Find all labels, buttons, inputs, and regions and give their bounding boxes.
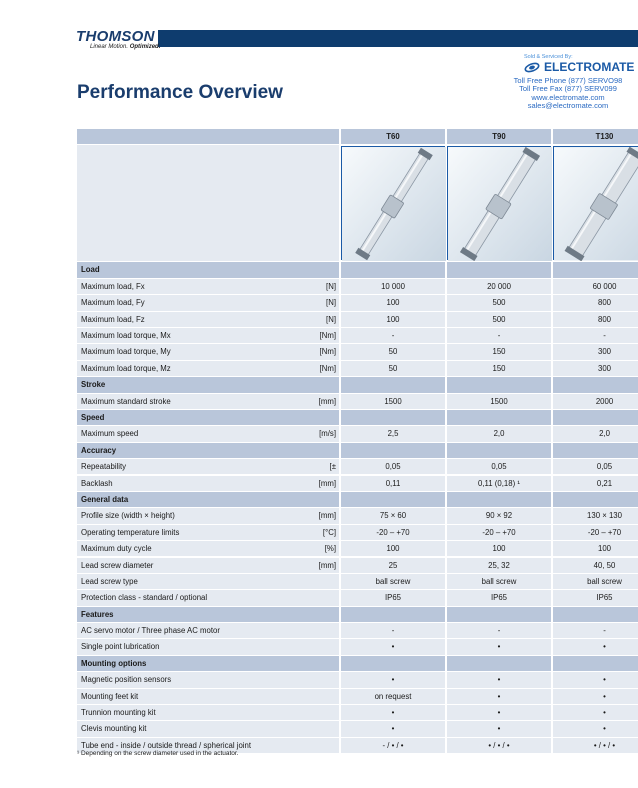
section-value-blank — [553, 377, 638, 392]
section-value-blank — [341, 443, 445, 458]
dealer-name: ELECTROMATE — [544, 60, 635, 74]
section-header-features — [77, 607, 638, 622]
row-unit: [N] — [263, 295, 339, 310]
row-label: Maximum load, Fx — [77, 279, 263, 294]
section-unit-blank — [263, 377, 339, 392]
row-unit — [263, 705, 339, 720]
row-label: Maximum load torque, Mx — [77, 328, 263, 343]
row-value-t90: IP65 — [447, 590, 551, 605]
row-unit — [263, 623, 339, 638]
toll-free-phone: Toll Free Phone (877) SERVO98 — [513, 76, 623, 85]
header-blank-cell — [77, 129, 263, 144]
table-row — [77, 639, 638, 654]
row-unit — [263, 639, 339, 654]
row-unit: [mm] — [263, 558, 339, 573]
row-value-t90: 500 — [447, 295, 551, 310]
table-row — [77, 672, 638, 687]
row-label: Lead screw diameter — [77, 558, 263, 573]
row-value-t130: • — [553, 721, 638, 736]
row-value-t130: 2000 — [553, 394, 638, 409]
footnote: ¹ Depending on the screw diameter used in the actuator. — [77, 750, 239, 757]
table-row — [77, 689, 638, 704]
section-value-blank — [447, 607, 551, 622]
section-unit-blank — [263, 410, 339, 425]
row-unit: [Nm] — [263, 361, 339, 376]
section-header-mounting-options — [77, 656, 638, 671]
row-value-t60: 100 — [341, 541, 445, 556]
row-value-t60: - / • / • — [341, 738, 445, 753]
section-value-blank — [341, 377, 445, 392]
table-row — [77, 295, 638, 310]
product-header-t130: T130 — [553, 129, 638, 144]
table-row — [77, 558, 638, 573]
row-unit: [mm] — [263, 394, 339, 409]
row-value-t60: • — [341, 705, 445, 720]
product-header-t90: T90 — [447, 129, 551, 144]
row-value-t90: • — [447, 639, 551, 654]
linear-actuator-icon — [554, 147, 638, 261]
row-value-t60: • — [341, 639, 445, 654]
row-label: Profile size (width × height) — [77, 508, 263, 523]
section-header-stroke — [77, 377, 638, 392]
section-header-accuracy — [77, 443, 638, 458]
row-unit — [263, 738, 339, 753]
row-value-t90: • — [447, 672, 551, 687]
row-label: Operating temperature limits — [77, 525, 263, 540]
section-value-blank — [553, 607, 638, 622]
row-value-t60: 10 000 — [341, 279, 445, 294]
row-value-t90: 25, 32 — [447, 558, 551, 573]
row-label: Maximum duty cycle — [77, 541, 263, 556]
row-value-t90: • — [447, 705, 551, 720]
section-value-blank — [447, 262, 551, 277]
table-header-row — [77, 129, 638, 144]
row-value-t60: - — [341, 623, 445, 638]
row-value-t130: IP65 — [553, 590, 638, 605]
table-row — [77, 705, 638, 720]
row-unit — [263, 590, 339, 605]
section-unit-blank — [263, 607, 339, 622]
row-label: Backlash — [77, 476, 263, 491]
section-header-general-data — [77, 492, 638, 507]
row-value-t130: 60 000 — [553, 279, 638, 294]
row-label: Tube end - inside / outside thread / spherical joint — [77, 738, 263, 753]
section-value-blank — [341, 410, 445, 425]
row-value-t60: IP65 — [341, 590, 445, 605]
image-row-blank — [77, 145, 263, 261]
table-row — [77, 312, 638, 327]
table-row — [77, 508, 638, 523]
section-title: Features — [77, 607, 263, 622]
row-label: Maximum standard stroke — [77, 394, 263, 409]
section-value-blank — [447, 377, 551, 392]
row-value-t90: 500 — [447, 312, 551, 327]
row-value-t90: 20 000 — [447, 279, 551, 294]
row-value-t130: • / • / • — [553, 738, 638, 753]
table-row — [77, 574, 638, 589]
page-title: Performance Overview — [77, 82, 283, 103]
row-unit: [mm] — [263, 508, 339, 523]
row-value-t60: 0,05 — [341, 459, 445, 474]
row-value-t60: 0,11 — [341, 476, 445, 491]
section-value-blank — [553, 410, 638, 425]
table-row — [77, 459, 638, 474]
row-value-t130: - — [553, 328, 638, 343]
section-value-blank — [447, 656, 551, 671]
row-unit: [Nm] — [263, 344, 339, 359]
section-value-blank — [447, 410, 551, 425]
row-value-t60: • — [341, 721, 445, 736]
table-row — [77, 361, 638, 376]
row-label: Maximum load, Fy — [77, 295, 263, 310]
section-value-blank — [553, 492, 638, 507]
row-value-t130: • — [553, 689, 638, 704]
section-value-blank — [553, 443, 638, 458]
row-label: AC servo motor / Three phase AC motor — [77, 623, 263, 638]
row-label: Clevis mounting kit — [77, 721, 263, 736]
row-label: Maximum load torque, My — [77, 344, 263, 359]
row-value-t90: 150 — [447, 344, 551, 359]
table-row — [77, 426, 638, 441]
row-value-t60: 50 — [341, 344, 445, 359]
row-value-t60: 100 — [341, 312, 445, 327]
table-row — [77, 590, 638, 605]
row-value-t60: - — [341, 328, 445, 343]
row-value-t90: - — [447, 328, 551, 343]
sold-by-label: Sold & Serviced By: — [524, 54, 573, 60]
row-value-t60: 1500 — [341, 394, 445, 409]
row-label: Maximum speed — [77, 426, 263, 441]
row-value-t130: 300 — [553, 344, 638, 359]
row-value-t90: 2,0 — [447, 426, 551, 441]
row-value-t60: 50 — [341, 361, 445, 376]
brand-tagline: Linear Motion. Optimized. — [90, 44, 161, 50]
product-image-t130 — [553, 146, 638, 260]
toll-free-fax: Toll Free Fax (877) SERV099 — [519, 84, 617, 94]
row-value-t90: • / • / • — [447, 738, 551, 753]
row-label: Lead screw type — [77, 574, 263, 589]
table-row — [77, 394, 638, 409]
row-value-t130: -20 – +70 — [553, 525, 638, 540]
table-row — [77, 328, 638, 343]
section-title: Load — [77, 262, 263, 277]
row-value-t60: 75 × 60 — [341, 508, 445, 523]
table-row — [77, 721, 638, 736]
row-value-t130: 130 × 130 — [553, 508, 638, 523]
row-label: Maximum load torque, Mz — [77, 361, 263, 376]
row-label: Mounting feet kit — [77, 689, 263, 704]
brand-name: THOMSON — [76, 28, 155, 45]
email-link[interactable]: sales@electromate.com — [527, 100, 609, 110]
section-value-blank — [553, 656, 638, 671]
row-value-t130: 40, 50 — [553, 558, 638, 573]
row-value-t90: -20 – +70 — [447, 525, 551, 540]
section-value-blank — [341, 492, 445, 507]
website-link[interactable]: www.electromate.com — [531, 92, 605, 102]
row-value-t130: • — [553, 672, 638, 687]
row-value-t90: 100 — [447, 541, 551, 556]
row-value-t130: 100 — [553, 541, 638, 556]
row-value-t130: 800 — [553, 312, 638, 327]
section-value-blank — [341, 656, 445, 671]
row-value-t90: 0,05 — [447, 459, 551, 474]
section-value-blank — [341, 262, 445, 277]
row-value-t130: 800 — [553, 295, 638, 310]
linear-actuator-icon — [342, 147, 446, 261]
row-label: Maximum load, Fz — [77, 312, 263, 327]
section-value-blank — [553, 262, 638, 277]
row-unit: [± — [263, 459, 339, 474]
row-unit — [263, 574, 339, 589]
section-header-load — [77, 262, 638, 277]
row-value-t60: 2,5 — [341, 426, 445, 441]
row-unit — [263, 721, 339, 736]
linear-actuator-icon — [448, 147, 552, 261]
section-value-blank — [341, 607, 445, 622]
performance-table — [77, 129, 638, 754]
section-header-speed — [77, 410, 638, 425]
section-unit-blank — [263, 492, 339, 507]
header-unit-cell — [263, 129, 339, 144]
row-unit: [m/s] — [263, 426, 339, 441]
row-value-t130: 300 — [553, 361, 638, 376]
row-value-t130: - — [553, 623, 638, 638]
section-unit-blank — [263, 262, 339, 277]
row-unit: [mm] — [263, 476, 339, 491]
section-value-blank — [447, 443, 551, 458]
row-value-t60: ball screw — [341, 574, 445, 589]
row-unit: [%] — [263, 541, 339, 556]
section-title: Stroke — [77, 377, 263, 392]
table-row — [77, 279, 638, 294]
row-unit: [°C] — [263, 525, 339, 540]
row-value-t90: • — [447, 721, 551, 736]
row-value-t90: 0,11 (0,18) ¹ — [447, 476, 551, 491]
row-label: Magnetic position sensors — [77, 672, 263, 687]
section-title: Mounting options — [77, 656, 263, 671]
table-row — [77, 541, 638, 556]
table-row — [77, 344, 638, 359]
row-value-t60: 100 — [341, 295, 445, 310]
row-value-t90: ball screw — [447, 574, 551, 589]
row-value-t130: 2,0 — [553, 426, 638, 441]
section-unit-blank — [263, 443, 339, 458]
image-row-unit-blank — [263, 145, 339, 261]
row-value-t90: 90 × 92 — [447, 508, 551, 523]
row-value-t130: • — [553, 639, 638, 654]
row-value-t90: • — [447, 689, 551, 704]
row-value-t60: -20 – +70 — [341, 525, 445, 540]
row-unit: [Nm] — [263, 328, 339, 343]
row-unit: [N] — [263, 279, 339, 294]
row-label: Trunnion mounting kit — [77, 705, 263, 720]
table-row — [77, 476, 638, 491]
row-value-t60: 25 — [341, 558, 445, 573]
product-image-t90 — [447, 146, 551, 260]
header-bar — [158, 30, 638, 47]
section-value-blank — [447, 492, 551, 507]
product-image-row — [77, 145, 638, 261]
row-value-t90: - — [447, 623, 551, 638]
row-value-t90: 150 — [447, 361, 551, 376]
section-title: General data — [77, 492, 263, 507]
section-unit-blank — [263, 656, 339, 671]
row-value-t60: • — [341, 672, 445, 687]
electromate-swirl-icon — [524, 62, 540, 73]
electromate-logo — [524, 60, 634, 74]
row-value-t60: on request — [341, 689, 445, 704]
table-row — [77, 623, 638, 638]
dealer-contact — [500, 77, 636, 110]
row-value-t130: 0,05 — [553, 459, 638, 474]
row-unit — [263, 672, 339, 687]
row-unit: [N] — [263, 312, 339, 327]
row-unit — [263, 689, 339, 704]
row-value-t130: 0,21 — [553, 476, 638, 491]
product-header-t60: T60 — [341, 129, 445, 144]
row-label: Repeatability — [77, 459, 263, 474]
section-title: Speed — [77, 410, 263, 425]
product-image-t60 — [341, 146, 445, 260]
table-row — [77, 525, 638, 540]
row-value-t90: 1500 — [447, 394, 551, 409]
section-title: Accuracy — [77, 443, 263, 458]
row-label: Protection class - standard / optional — [77, 590, 263, 605]
row-value-t130: ball screw — [553, 574, 638, 589]
row-value-t130: • — [553, 705, 638, 720]
row-label: Single point lubrication — [77, 639, 263, 654]
